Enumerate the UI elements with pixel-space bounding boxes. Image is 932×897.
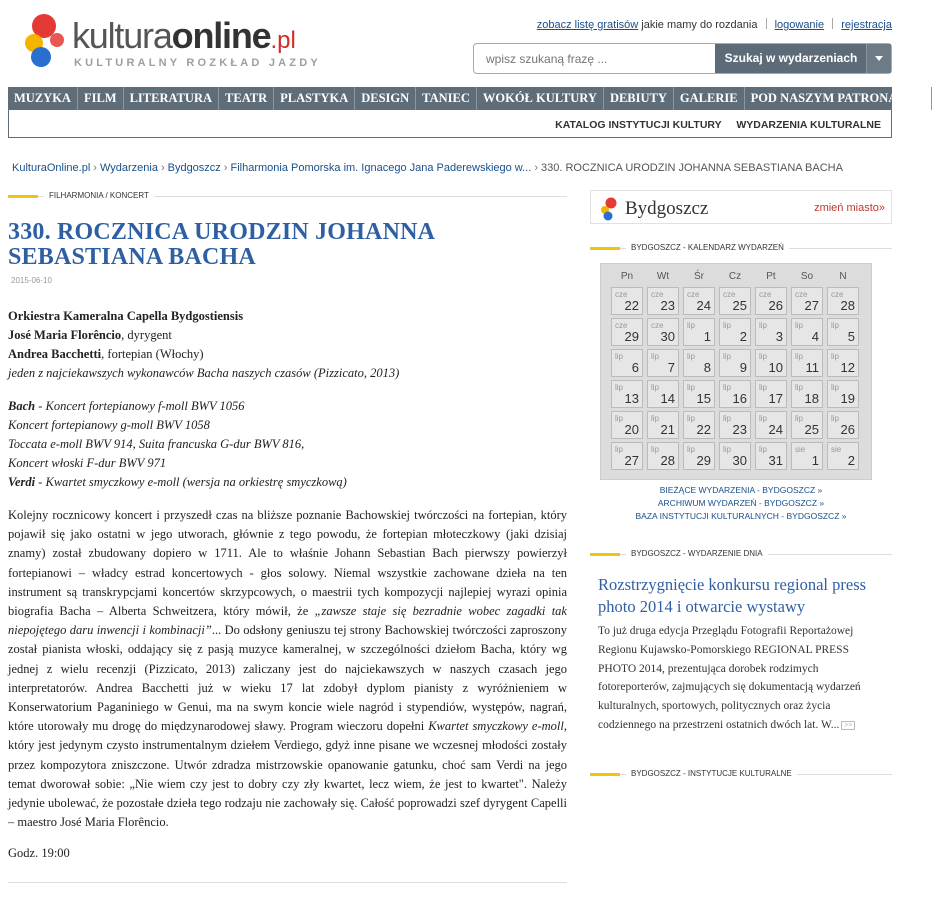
calendar-day-month: lip (687, 321, 696, 330)
calendar-day[interactable] (755, 287, 787, 315)
article-category[interactable]: FILHARMONIA / KONCERT (44, 191, 154, 200)
city-name: Bydgoszcz (625, 198, 709, 219)
calendar-day-month: lip (651, 445, 660, 454)
program-item: Koncert fortepianowy g-moll BWV 1058 (8, 418, 210, 432)
calendar-day[interactable] (611, 349, 643, 377)
calendar-day-number: 3 (775, 329, 783, 344)
sidebar (590, 190, 892, 778)
event-hours: Godz. 19:00 (8, 846, 70, 861)
calendar-day-number: 8 (703, 360, 711, 375)
calendar-day[interactable] (791, 287, 823, 315)
calendar-day[interactable] (791, 318, 823, 346)
calendar-day-month: lip (687, 414, 696, 423)
divider (766, 18, 767, 29)
calendar-day-number: 31 (768, 453, 783, 468)
calendar-header: BYDGOSZCZ - KALENDARZ WYDARZEŃ (590, 242, 892, 254)
calendar-day-number: 29 (624, 329, 639, 344)
calendar-day-month: lip (687, 445, 696, 454)
calendar-day-month: cze (687, 290, 700, 299)
calendar-day-number: 21 (660, 422, 675, 437)
calendar-day[interactable] (647, 349, 679, 377)
calendar-day-number: 13 (624, 391, 639, 406)
calendar-day-number: 6 (631, 360, 639, 375)
calendar-weekday: Wt (656, 271, 670, 282)
site-logo[interactable] (22, 12, 332, 72)
calendar-day[interactable] (611, 287, 643, 315)
article-body: Kolejny rocznicowy koncert i przyszedł czas na bliższe poznanie Bachowskiej twórczości na fortepian, który pojawił się jako ostatni w jego utworach, głównie z tego powodu, że fortepian młoteczkowy (jaki dzisiaj znamy) został zbudowany dopiero w 1711. Ale to właśnie Johann Sebastian Bach pierwszy powierzył fortepianowi – władcy estrad koncertowych - głos solowy. Niemal wszystkie zachowane dzieła na ten instrument są transkrypcjami koncertów skrzypcowych, o maestrii tych kompozycji najlepiej wyrazi opinia biografia Bacha – Alberta Schweitzera, który mówił, że „zawsze staje się bezradnie wobec zagadki tak niepojętego daru inwencji i kombinacji”... Do odsłony geniuszu tej strony Bachowskiej twórczości zaproszony został pianista włoski, oddający się z pasją muzyce kameralnej, w szczególności dziełom Bacha, który wg jednej z wielu recenzji (Pizzicato, 2013) zaliczany jest do najciekawszych w naszych czasach jego interpretatorów. Andrea Bacchetti już w wieku 17 lat zdobył dyplom pianisty z wyróżnieniem w Konserwatorium Paganiniego w Genui, ma na swym koncie wiele nagród i stypendiów, występów, nagrań, które utorowały mu drogę do międzynarodowej sławy. Program wieczoru dopełni Kwartet smyczkowy e-moll, który jest jedynym czysto instrumentalnym dziełem Verdiego, gdyż inne pisane we wczesnej młodości zostały przez kompozytora zniszczone. Utwór zdradza mistrzowskie opanowanie gatunku, choć sam Verdi na jego temat dworował sobie: „Nie wiem czy jest to dobry czy zły kwartet, lecz wiem, że jest to kwartet". Należy jedynie ubolewać, że pozostałe dzieła tego rodzaju nie zachowały się. Całość poprowadzi szef dyrygent Capelli – maestro José Maria Florêncio. (8, 508, 567, 830)
calendar-day-month: lip (723, 352, 732, 361)
calendar-day-month: lip (651, 383, 660, 392)
calendar-day-number: 22 (696, 422, 711, 437)
calendar-day-number: 2 (847, 453, 855, 468)
calendar-day-month: lip (651, 414, 660, 423)
article (8, 190, 567, 861)
performer-line: Orkiestra Kameralna Capella Bydgostiensis (8, 309, 244, 323)
calendar-day[interactable] (683, 411, 715, 439)
calendar-day-number: 18 (804, 391, 819, 406)
calendar-day[interactable] (755, 442, 787, 470)
nav-item-galerie[interactable]: GALERIE (674, 87, 745, 110)
calendar-day-number: 5 (847, 329, 855, 344)
calendar-day[interactable] (611, 411, 643, 439)
calendar-day-month: lip (759, 352, 768, 361)
logo-wordmark: kulturaonline.pl (72, 15, 296, 56)
program (8, 397, 567, 492)
nav-item-debiuty[interactable]: DEBIUTY (604, 87, 674, 110)
calendar-day-number: 11 (805, 360, 819, 375)
calendar-weekday: So (800, 271, 814, 282)
calendar-day[interactable] (719, 349, 751, 377)
read-more-icon[interactable]: >> (841, 721, 855, 730)
calendar-day-number: 19 (840, 391, 855, 406)
calendar-day-month: lip (615, 352, 624, 361)
calendar-day[interactable] (827, 380, 859, 408)
calendar-day[interactable] (755, 349, 787, 377)
performers (8, 307, 567, 383)
nav-item-plastyka[interactable]: PLASTYKA (274, 87, 355, 110)
calendar-day[interactable] (791, 349, 823, 377)
calendar-day-number: 24 (696, 298, 711, 313)
calendar-day-month: lip (759, 414, 768, 423)
section-header (8, 190, 567, 202)
calendar-day-number: 15 (696, 391, 711, 406)
divider (832, 18, 833, 29)
divider (8, 882, 567, 883)
calendar-day-number: 12 (840, 360, 855, 375)
main-nav (8, 87, 925, 110)
calendar-day-number: 26 (768, 298, 783, 313)
calendar-day-month: lip (615, 383, 624, 392)
calendar-day[interactable] (683, 318, 715, 346)
calendar-day-month: cze (615, 321, 628, 330)
calendar-day-number: 9 (739, 360, 747, 375)
event-of-day-text: To już druga edycja Przeglądu Fotografii Reportażowej Regionu Kujawsko-Pomorskiego REGIONAL PRESS PHOTO 2014, prezentująca dorobek rodzimych fotoreporterów, zajmujących się dokumentacją wydarzeń kulturalnych, sportowych, politycznych oraz życia codziennego na przestrzeni ostatnich dwóch lat. W... >> (598, 625, 861, 731)
calendar-weekday: Śr (694, 271, 704, 282)
free-list-suffix: jakie mamy do rozdania (641, 19, 758, 31)
calendar-day-month: lip (723, 321, 732, 330)
calendar-day-month: lip (759, 445, 768, 454)
calendar-day-month: lip (795, 414, 804, 423)
calendar-day[interactable] (647, 442, 679, 470)
program-item: Verdi - Kwartet smyczkowy e-moll (wersja na orkiestrę smyczkową) (8, 475, 347, 489)
search-input[interactable] (474, 44, 714, 73)
calendar-weekday: N (839, 271, 847, 282)
performer-line: Andrea Bacchetti, fortepian (Włochy) (8, 347, 204, 361)
event-calendar (600, 263, 872, 480)
calendar-day-number: 26 (840, 422, 855, 437)
breadcrumb-venue[interactable]: Filharmonia Pomorska im. Ignacego Jana Paderewskiego w... (230, 162, 532, 174)
calendar-day-month: sie (795, 445, 806, 454)
free-list-link[interactable]: zobacz listę gratisów (536, 19, 639, 31)
calendar-day-number: 30 (660, 329, 675, 344)
calendar-day-month: cze (615, 290, 628, 299)
calendar-day[interactable] (683, 287, 715, 315)
calendar-links (590, 484, 892, 523)
calendar-day-number: 2 (739, 329, 747, 344)
calendar-day-month: lip (651, 352, 660, 361)
calendar-day[interactable] (647, 318, 679, 346)
calendar-day[interactable] (827, 318, 859, 346)
login-link[interactable]: logowanie (774, 19, 825, 31)
performer-note: jeden z najciekawszych wykonawców Bacha naszych czasów (Pizzicato, 2013) (8, 366, 400, 380)
calendar-day[interactable] (755, 411, 787, 439)
calendar-day-month: cze (651, 321, 664, 330)
search-scope-dropdown[interactable] (866, 44, 891, 73)
nav-item-wokół-kultury[interactable]: WOKÓŁ KULTURY (477, 87, 604, 110)
calendar-day-month: lip (831, 414, 840, 423)
calendar-day-month: lip (795, 383, 804, 392)
sub-nav (8, 110, 892, 138)
calendar-day[interactable] (719, 411, 751, 439)
page-title: 330. ROCZNICA URODZIN JOHANNA SEBASTIANA BACHA (8, 219, 434, 270)
calendar-day-month: lip (687, 383, 696, 392)
event-of-day-title[interactable]: Rozstrzygnięcie konkursu regional press photo 2014 i otwarcie wystawy (598, 575, 867, 616)
calendar-day-month: cze (759, 290, 772, 299)
city-box (590, 190, 892, 224)
calendar-day[interactable] (791, 380, 823, 408)
program-item: Koncert włoski F-dur BWV 971 (8, 456, 167, 470)
calendar-day-month: sie (831, 445, 842, 454)
calendar-day-month: lip (795, 352, 804, 361)
calendar-day[interactable] (719, 380, 751, 408)
calendar-day-number: 14 (660, 391, 675, 406)
calendar-day-number: 23 (660, 298, 675, 313)
chevron-down-icon (875, 56, 883, 61)
calendar-day-month: cze (795, 290, 808, 299)
calendar-day-number: 4 (811, 329, 819, 344)
calendar-day-number: 16 (732, 391, 747, 406)
calendar-day-number: 17 (768, 391, 783, 406)
calendar-day-month: lip (615, 414, 624, 423)
breadcrumb-current: 330. ROCZNICA URODZIN JOHANNA SEBASTIANA BACHA (540, 162, 843, 174)
calendar-day[interactable] (611, 442, 643, 470)
nav-item-taniec[interactable]: TANIEC (416, 87, 477, 110)
calendar-day-number: 7 (667, 360, 675, 375)
calendar-weekday: Cz (728, 271, 742, 282)
nav-item-teatr[interactable]: TEATR (219, 87, 274, 110)
calendar-day-number: 24 (768, 422, 783, 437)
calendar-day[interactable] (647, 411, 679, 439)
breadcrumb: KulturaOnline.pl › Wydarzenia › Bydgoszcz › Filharmonia Pomorska im. Ignacego Jana Paderewskiego w... › 330. ROCZNICA URODZIN JOHANNA SEBASTIANA BACHA (12, 162, 843, 174)
city-marker-icon (599, 197, 621, 221)
calendar-day-month: cze (723, 290, 736, 299)
nav-item-pod-naszym-patronatem[interactable]: POD NASZYM PATRONATEM (745, 87, 932, 110)
logo-icon (22, 12, 66, 68)
calendar-day-number: 29 (696, 453, 711, 468)
calendar-day-number: 23 (732, 422, 747, 437)
calendar-day-month: cze (651, 290, 664, 299)
calendar-day[interactable] (683, 349, 715, 377)
calendar-day[interactable] (827, 349, 859, 377)
calendar-day[interactable] (719, 442, 751, 470)
calendar-day[interactable] (647, 287, 679, 315)
article-date: 2015-06-10 (11, 276, 52, 285)
calendar-day[interactable] (755, 318, 787, 346)
calendar-day-month: lip (687, 352, 696, 361)
calendar-weekday: Pt (766, 271, 776, 282)
program-item: Bach - Koncert fortepianowy f-moll BWV 1056 (8, 399, 245, 413)
calendar-day-month: lip (831, 383, 840, 392)
calendar-day[interactable] (719, 287, 751, 315)
performer-line: José Maria Florêncio, dyrygent (8, 328, 172, 342)
calendar-day[interactable] (647, 380, 679, 408)
events-archive-link[interactable]: ARCHIWUM WYDARZEŃ - BYDGOSZCZ » (657, 498, 825, 508)
register-link[interactable]: rejestracja (841, 19, 892, 31)
breadcrumb-city[interactable]: Bydgoszcz (167, 162, 221, 174)
change-city-link[interactable]: zmień miasto» (814, 202, 885, 214)
calendar-day-number: 20 (624, 422, 639, 437)
calendar-day-month: lip (723, 445, 732, 454)
search-bar (473, 43, 892, 74)
subnav-catalog-link[interactable]: KATALOG INSTYTUCJI KULTURY (555, 119, 722, 131)
calendar-day-number: 25 (732, 298, 747, 313)
nav-item-muzyka[interactable]: MUZYKA (8, 87, 78, 110)
calendar-day[interactable] (755, 380, 787, 408)
nav-item-design[interactable]: DESIGN (355, 87, 416, 110)
calendar-day-number: 1 (811, 453, 819, 468)
calendar-day[interactable] (827, 287, 859, 315)
institutions-link[interactable]: BAZA INSTYTUCJI KULTURALNYCH - BYDGOSZCZ » (635, 511, 847, 521)
search-button[interactable]: Szukaj w wydarzeniach (715, 44, 867, 73)
calendar-day-number: 30 (732, 453, 747, 468)
calendar-day-month: lip (723, 383, 732, 392)
top-links (537, 18, 892, 31)
program-item: Toccata e-moll BWV 914, Suita francuska G-dur BWV 816, (8, 437, 305, 451)
nav-item-film[interactable]: FILM (78, 87, 124, 110)
calendar-day-month: lip (723, 414, 732, 423)
calendar-day-month: lip (795, 321, 804, 330)
calendar-day-number: 28 (840, 298, 855, 313)
calendar-day-number: 22 (624, 298, 639, 313)
calendar-day-month: lip (831, 352, 840, 361)
calendar-day[interactable] (683, 442, 715, 470)
calendar-weekday: Pn (620, 271, 634, 282)
calendar-day-month: cze (831, 290, 844, 299)
calendar-day-month: lip (615, 445, 624, 454)
calendar-day-number: 27 (804, 298, 819, 313)
breadcrumb-events[interactable]: Wydarzenia (99, 162, 158, 174)
calendar-day[interactable] (827, 411, 859, 439)
nav-item-literatura[interactable]: LITERATURA (124, 87, 219, 110)
calendar-day[interactable] (611, 318, 643, 346)
institutions-header: BYDGOSZCZ - INSTYTUCJE KULTURALNE (590, 768, 892, 780)
calendar-day[interactable] (611, 380, 643, 408)
calendar-day[interactable] (719, 318, 751, 346)
calendar-day-month: lip (831, 321, 840, 330)
event-of-day-header: BYDGOSZCZ - WYDARZENIE DNIA (590, 548, 892, 560)
current-events-link[interactable]: BIEŻĄCE WYDARZENIA - BYDGOSZCZ » (659, 485, 823, 495)
calendar-day[interactable] (791, 411, 823, 439)
calendar-day[interactable] (827, 442, 859, 470)
calendar-day[interactable] (791, 442, 823, 470)
breadcrumb-home[interactable]: KulturaOnline.pl (12, 162, 91, 174)
calendar-day[interactable] (683, 380, 715, 408)
calendar-day-number: 1 (703, 329, 711, 344)
calendar-day-number: 28 (660, 453, 675, 468)
subnav-events-link[interactable]: WYDARZENIA KULTURALNE (736, 119, 881, 131)
calendar-day-month: lip (759, 383, 768, 392)
calendar-day-number: 25 (804, 422, 819, 437)
calendar-day-number: 27 (624, 453, 639, 468)
calendar-day-month: lip (759, 321, 768, 330)
logo-tagline: KULTURALNY ROZKŁAD JAZDY (74, 57, 321, 69)
calendar-day-number: 10 (768, 360, 783, 375)
